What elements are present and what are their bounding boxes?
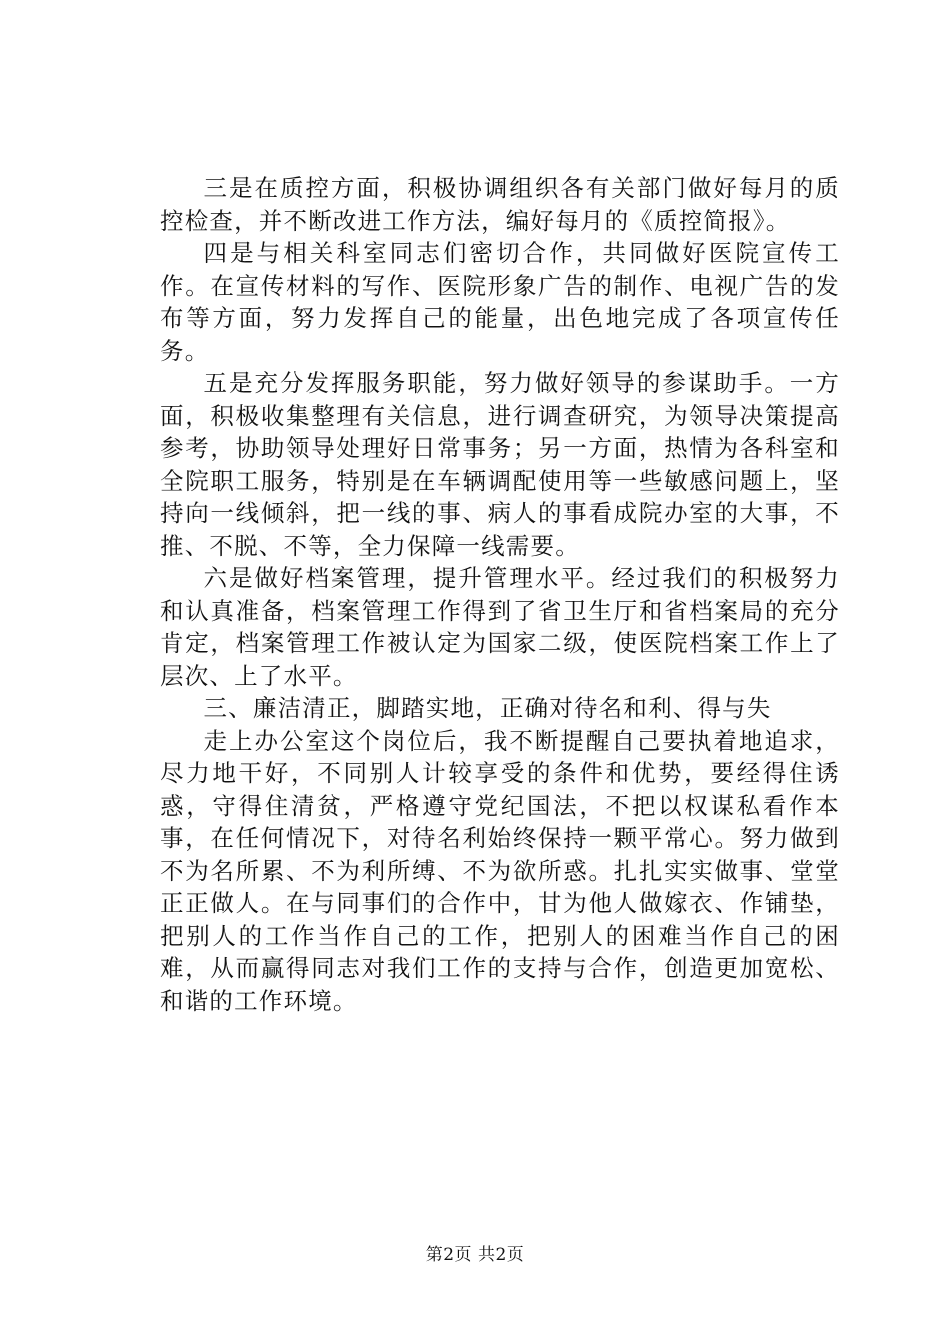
paragraph-service: 五是充分发挥服务职能，努力做好领导的参谋助手。一方面，积极收集整理有关信息，进行调查研究，为领导决策提高参考，协助领导处理好日常事务；另一方面，热情为各科室和全院职工服务，特别是在车辆调配使用等一些敏感问题上，坚持向一线倾斜，把一线的事、病人的事看成院办室的大事，不推、不脱、不等，全力保障一线需要。 [160,369,840,560]
paragraph-archives: 六是做好档案管理，提升管理水平。经过我们的积极努力和认真准备，档案管理工作得到了省卫生厅和省档案局的充分肯定，档案管理工作被认定为国家二级，使医院档案工作上了层次、上了水平。 [160,564,840,690]
paragraph-integrity: 走上办公室这个岗位后，我不断提醒自己要执着地追求，尽力地干好，不同别人计较享受的条件和优势，要经得住诱惑，守得住清贫，严格遵守党纪国法，不把以权谋私看作本事，在任何情况下，对待名利始终保持一颗平常心。努力做到不为名所累、不为利所缚、不为欲所惑。扎扎实实做事、堂堂正正做人。在与同事们的合作中，甘为他人做嫁衣、作铺垫，把别人的工作当作自己的工作，把别人的困难当作自己的困难，从而赢得同志对我们工作的支持与合作，创造更加宽松、和谐的工作环境。 [160,726,840,1015]
page-number-footer: 第2页 共2页 [425,1245,525,1265]
document-body [160,172,840,1017]
paragraph-publicity: 四是与相关科室同志们密切合作，共同做好医院宣传工作。在宣传材料的写作、医院形象广告的制作、电视广告的发布等方面，努力发挥自己的能量，出色地完成了各项宣传任务。 [160,239,840,365]
paragraph-quality-control: 三是在质控方面，积极协调组织各有关部门做好每月的质控检查，并不断改进工作方法，编好每月的《质控简报》。 [160,174,840,235]
section-heading-integrity: 三、廉洁清正，脚踏实地，正确对待名和利、得与失 [203,694,772,722]
